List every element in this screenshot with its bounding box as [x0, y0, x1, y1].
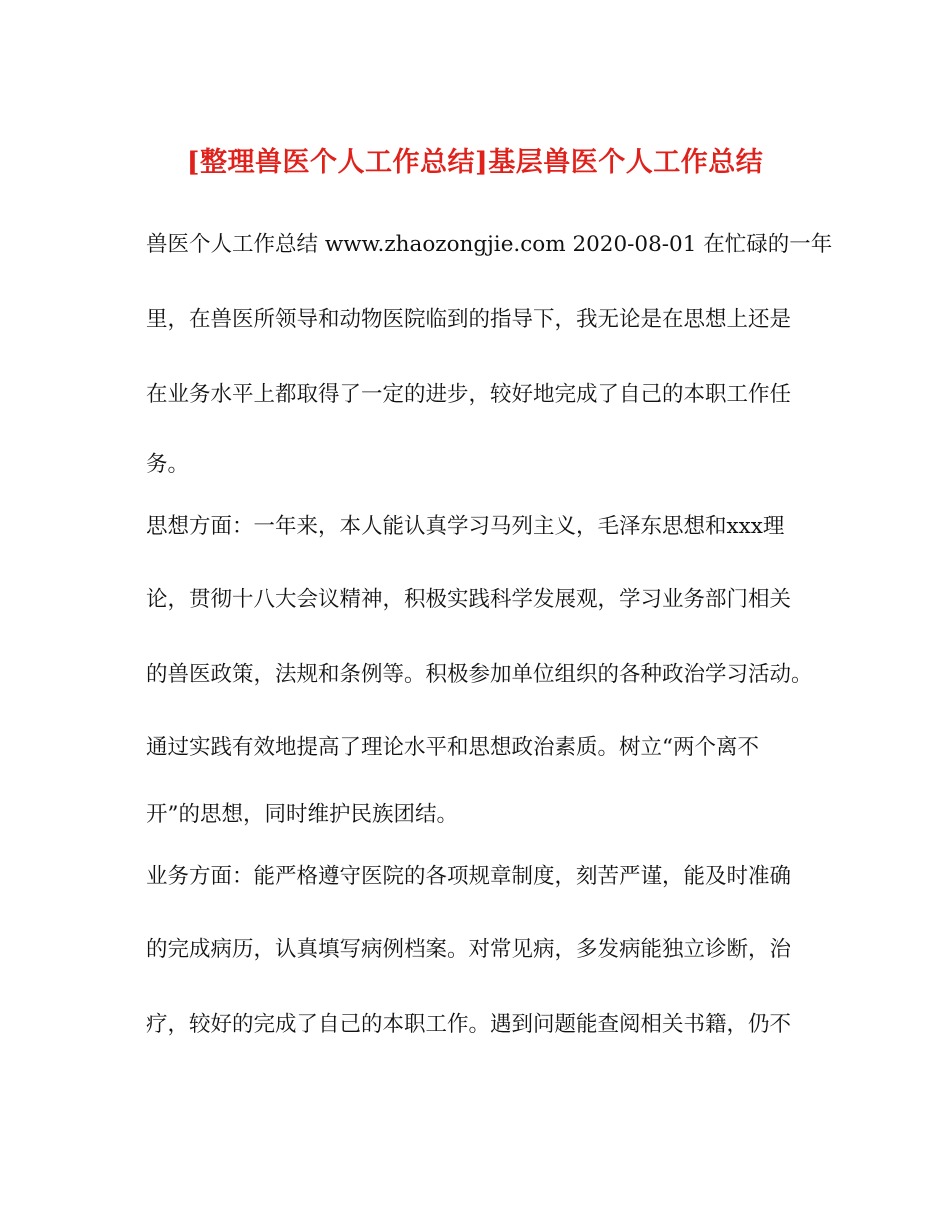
paragraph-line: 论，贯彻十八大会议精神，积极实践科学发展观，学习业务部门相关	[146, 587, 792, 612]
paragraph-line: 兽医个人工作总结 www.zhaozongjie.com 2020-08-01 在忙碌的一年	[146, 232, 833, 257]
paragraph-line: 在业务水平上都取得了一定的进步，较好地完成了自己的本职工作任	[146, 382, 792, 407]
document-title: [整理兽医个人工作总结]基层兽医个人工作总结	[186, 147, 764, 178]
paragraph-line: 开”的思想，同时维护民族团结。	[146, 802, 458, 827]
paragraph-line: 业务方面：能严格遵守医院的各项规章制度，刻苦严谨，能及时准确	[146, 864, 792, 889]
paragraph-line: 思想方面：一年来，本人能认真学习马列主义，毛泽东思想和xxx理	[146, 514, 785, 539]
paragraph-line: 务。	[146, 452, 190, 477]
paragraph-line: 通过实践有效地提高了理论水平和思想政治素质。树立“两个离不	[146, 735, 759, 760]
paragraph-line: 的兽医政策，法规和条例等。积极参加单位组织的各种政治学习活动。	[146, 662, 813, 687]
paragraph-line: 疗，较好的完成了自己的本职工作。遇到问题能查阅相关书籍，仍不	[146, 1012, 792, 1037]
paragraph-line: 里，在兽医所领导和动物医院临到的指导下，我无论是在思想上还是	[146, 307, 792, 332]
paragraph-line: 的完成病历，认真填写病例档案。对常见病，多发病能独立诊断，治	[146, 937, 792, 962]
